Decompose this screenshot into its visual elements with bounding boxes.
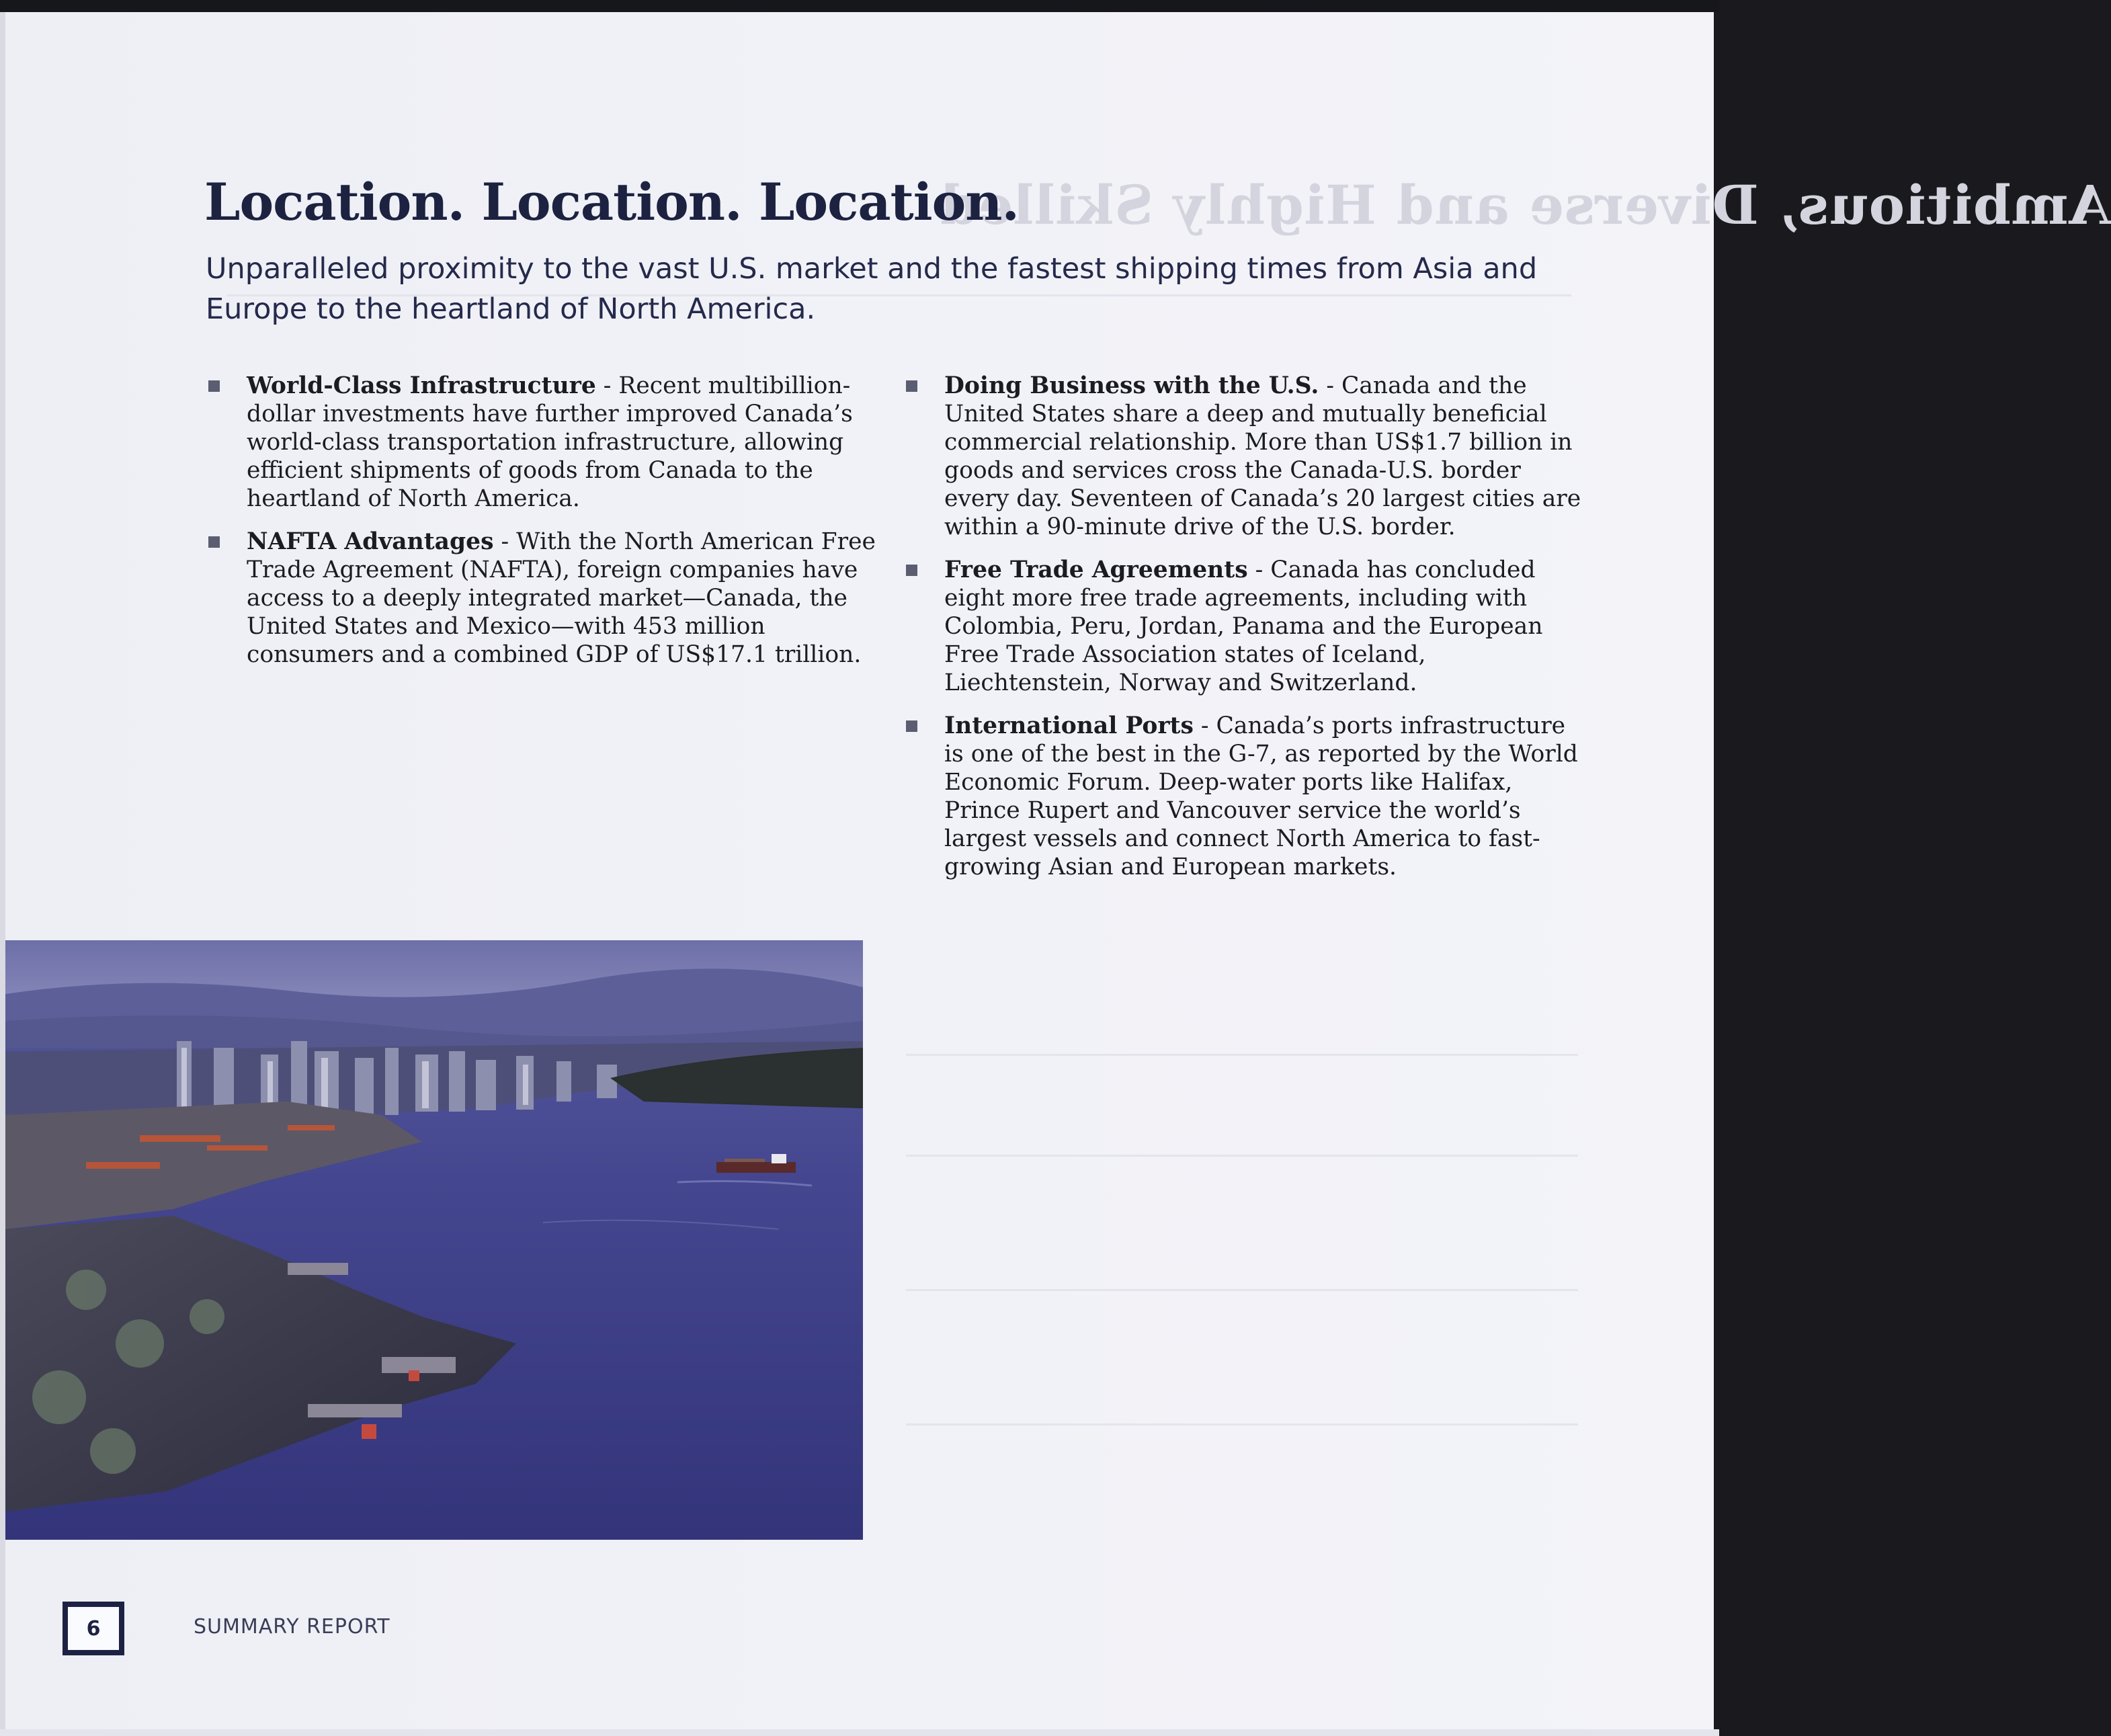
list-item — [903, 372, 1589, 541]
item-body: - Canada’s ports infrastructure is one of the best in the G-7, as reported by the World Economic Forum. Deep-water ports like Halifax, Prince Rupert and Vancouver service the world’s largest vessels and connect North America to fast-growing Asian and European markets. — [944, 712, 1578, 880]
page-subtitle: Unparalleled proximity to the vast U.S. market and the fastest shipping times from Asia and Europe to the heartland of North America. — [206, 252, 1538, 326]
list-item — [903, 712, 1589, 881]
item-body: - Recent multibillion-dollar investments have further improved Canada’s world-class transportation infrastructure, allowing efficient shipments of goods from Canada to the heartland of North America. — [247, 372, 853, 512]
list-item — [903, 556, 1589, 697]
item-heading: Free Trade Agreements — [944, 556, 1248, 583]
right-column — [903, 372, 1589, 896]
square-bullet-icon — [208, 380, 220, 392]
list-item — [206, 372, 884, 513]
left-column — [206, 372, 884, 684]
item-heading: NAFTA Advantages — [247, 528, 494, 555]
footer-label: SUMMARY REPORT — [194, 1615, 390, 1639]
page-number-box: 6 — [63, 1602, 124, 1655]
item-heading: World-Class Infrastructure — [247, 372, 596, 399]
page-title: Location. Location. Location. — [204, 172, 1020, 232]
list-item — [206, 528, 884, 669]
bleed-through-line — [906, 1054, 1578, 1056]
item-heading: Doing Business with the U.S. — [944, 372, 1319, 399]
bleed-through-line — [906, 1289, 1578, 1291]
item-body: - With the North American Free Trade Agreement (NAFTA), foreign companies have access to a deeply integrated market—Canada, the United States and Mexico—with 453 million consumers and a combined GDP of US$17.1 trillion. — [247, 528, 876, 668]
scan-left-edge — [0, 12, 5, 1736]
bleed-through-line — [906, 1423, 1578, 1425]
item-body: - Canada has concluded eight more free trade agreements, including with Colombia, Peru, Jordan, Panama and the European Free Trade Association states of Iceland, Liechtenstein, Norway and Switzerland. — [944, 556, 1543, 696]
square-bullet-icon — [906, 565, 917, 576]
scan-bottom-edge — [0, 1729, 1719, 1736]
item-heading: International Ports — [944, 712, 1194, 739]
scan-top-border — [0, 0, 1719, 12]
square-bullet-icon — [906, 380, 917, 392]
bleed-through-heading: Ambitious, Diverse and Highly Skilled — [940, 173, 2111, 237]
square-bullet-icon — [208, 536, 220, 548]
document-page — [5, 12, 2111, 1729]
item-body: - Canada and the United States share a deep and mutually beneficial commercial relationship. More than US$1.7 billion in goods and services cross the Canada-U.S. border every day. Seventeen of Canada’s 20 largest cities are within a 90-minute drive of the U.S. border. — [944, 372, 1581, 540]
square-bullet-icon — [906, 720, 917, 732]
harbor-aerial-photo — [5, 940, 863, 1540]
bleed-through-line — [906, 1155, 1578, 1157]
